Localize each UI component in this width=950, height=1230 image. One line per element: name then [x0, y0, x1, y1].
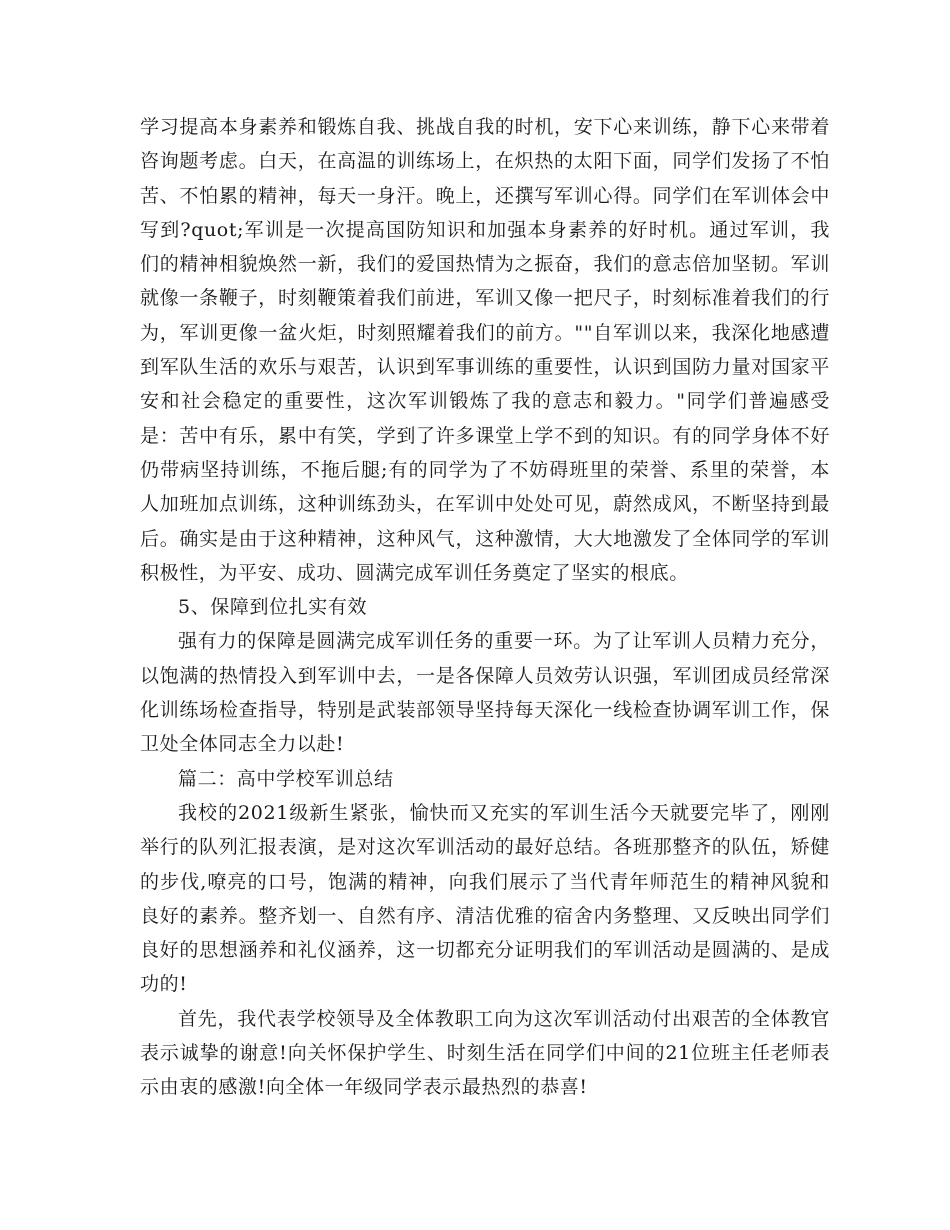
- paragraph-thanks: 首先，我代表学校领导及全体教职工向为这次军训活动付出艰苦的全体教官表示诚挚的谢意!向关怀保护学生、时刻生活在同学们中间的21位班主任老师表示由衷的感激!向全体一年级同学表示最热烈的恭喜!: [140, 1007, 830, 1099]
- document-body: [140, 110, 830, 1105]
- paragraph-military-training-experience: 学习提高本身素养和锻炼自我、挑战自我的时机，安下心来训练，静下心来带着咨询题考虑。白天，在高温的训练场上，在炽热的太阳下面，同学们发扬了不怕苦、不怕累的精神，每天一身汗。晚上，还撰写军训心得。同学们在军训体会中写到?quot;军训是一次提高国防知识和加强本身素养的好时机。通过军训，我们的精神相貌焕然一新，我们的爱国热情为之振奋，我们的意志倍加坚韧。军训就像一条鞭子，时刻鞭策着我们前进，军训又像一把尺子，时刻标准着我们的行为，军训更像一盆火炬，时刻照耀着我们的前方。""自军训以来，我深化地感遭到军队生活的欢乐与艰苦，认识到军事训练的重要性，认识到国防力量对国家平安和社会稳定的重要性，这次军训锻炼了我的意志和毅力。"同学们普遍感受是：苦中有乐，累中有笑，学到了许多课堂上学不到的知识。有的同学身体不好仍带病坚持训练，不拖后腿;有的同学为了不妨碍班里的荣誉、系里的荣誉，本人加班加点训练，这种训练劲头，在军训中处处可见，蔚然成风，不断坚持到最后。确实是由于这种精神，这种风气，这种激情，大大地激发了全体同学的军训积极性，为平安、成功、圆满完成军训任务奠定了坚实的根底。: [140, 116, 830, 584]
- heading-part-two-title: 篇二：高中学校军训总结: [178, 767, 394, 790]
- heading-logistics-support: 5、保障到位扎实有效: [178, 596, 368, 619]
- paragraph-training-summary: 我校的2021级新生紧张，愉快而又充实的军训生活今天就要完毕了，刚刚举行的队列汇报表演，是对这次军训活动的最好总结。各班那整齐的队伍，矫健的步伐,嘹亮的口号，饱满的精神，向我们展示了当代青年师范生的精神风貌和良好的素养。整齐划一、自然有序、清洁优雅的宿舍内务整理、又反映出同学们良好的思想涵养和礼仪涵养，这一切都充分证明我们的军训活动是圆满的、是成功的!: [140, 801, 830, 996]
- paragraph-logistics-support: 强有力的保障是圆满完成军训任务的重要一环。为了让军训人员精力充分，以饱满的热情投入到军训中去，一是各保障人员效劳认识强，军训团成员经常深化训练场检查指导，特别是武装部领导坚持每天深化一线检查协调军训工作，保卫处全体同志全力以赴!: [140, 630, 830, 756]
